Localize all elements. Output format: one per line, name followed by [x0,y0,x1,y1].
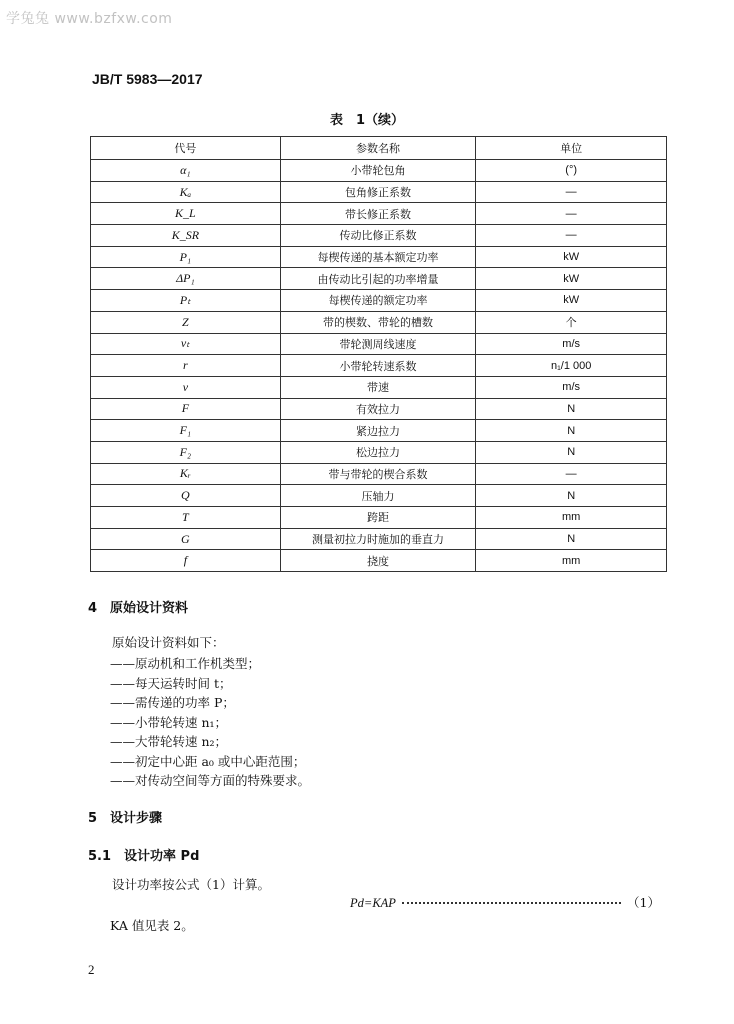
header-unit: 单位 [476,137,667,160]
symbol-cell: Q [91,485,281,507]
section-4-heading: 4 原始设计资料 [88,601,189,616]
table-row [91,398,667,420]
name-cell: 传动比修正系数 [280,225,476,247]
table-caption: 表 1（续） [329,113,405,128]
formula-leader-dots [402,902,621,904]
symbol-cell: P₁ [91,246,281,268]
unit-cell: m/s [476,376,667,398]
unit-cell: — [476,203,667,225]
formula-1 [350,893,660,911]
unit-cell: m/s [476,333,667,355]
list-item: ——初定中心距 a₀ 或中心距范围； [110,753,306,769]
table-row [91,550,667,572]
name-cell: 由传动比引起的功率增量 [280,268,476,290]
unit-cell: kW [476,268,667,290]
section-5-heading: 5 设计步骤 [88,811,163,826]
header-name: 参数名称 [280,137,476,160]
symbol-cell: T [91,507,281,529]
table-row [91,376,667,398]
symbol-cell: K_SR [91,225,281,247]
unit-cell: N [476,398,667,420]
ka-note: KA 值见表 2。 [110,918,194,933]
table-row [91,203,667,225]
formula-number: （1） [627,895,660,910]
name-cell: 压轴力 [280,485,476,507]
name-cell: 小带轮包角 [280,160,476,182]
symbol-cell: f [91,550,281,572]
list-item: ——原动机和工作机类型； [110,656,261,671]
symbol-cell: vₜ [91,333,281,355]
unit-cell: N [476,420,667,442]
name-cell: 带与带轮的楔合系数 [280,463,476,485]
name-cell: 测量初拉力时施加的垂直力 [280,528,476,550]
name-cell: 包角修正系数 [280,181,476,203]
name-cell: 带长修正系数 [280,203,476,225]
table-row [91,160,667,182]
table-row [91,420,667,442]
document-number: JB/T 5983—2017 [92,71,203,87]
unit-cell: — [476,463,667,485]
parameter-table [90,136,667,572]
table-row [91,355,667,377]
table-row [91,485,667,507]
symbol-cell: Z [91,311,281,333]
table-row [91,507,667,529]
table-row [91,290,667,312]
table-row [91,181,667,203]
formula-expression: Pd=KAP [350,896,396,910]
table-header-row [91,137,667,160]
name-cell: 带速 [280,376,476,398]
unit-cell: n₁/1 000 [476,355,667,377]
symbol-cell: K_L [91,203,281,225]
name-cell: 每楔传递的基本额定功率 [280,246,476,268]
unit-cell: kW [476,246,667,268]
unit-cell: N [476,528,667,550]
name-cell: 挠度 [280,550,476,572]
list-item: ——每天运转时间 t； [110,675,232,691]
unit-cell: — [476,225,667,247]
unit-cell: N [476,485,667,507]
table-row [91,268,667,290]
watermark: 学兔兔 www.bzfxw.com [6,11,173,27]
symbol-cell: F [91,398,281,420]
section-5-1-text: 设计功率按公式（1）计算。 [112,877,270,892]
table-body [91,160,667,572]
table-row [91,441,667,463]
list-item: ——需传递的功率 P； [110,695,235,710]
name-cell: 带的楔数、带轮的槽数 [280,311,476,333]
table-row [91,311,667,333]
symbol-cell: v [91,376,281,398]
table-row [91,528,667,550]
symbol-cell: α₁ [91,160,281,182]
section-4-intro: 原始设计资料如下： [112,635,225,650]
table-row [91,333,667,355]
table-row [91,225,667,247]
name-cell: 有效拉力 [280,398,476,420]
unit-cell: — [476,181,667,203]
list-item: ——小带轮转速 n₁； [110,714,228,730]
symbol-cell: Kₐ [91,181,281,203]
list-item: ——对传动空间等方面的特殊要求。 [110,773,311,788]
symbol-cell: ΔP₁ [91,268,281,290]
unit-cell: N [476,441,667,463]
symbol-cell: r [91,355,281,377]
header-symbol: 代号 [91,137,281,160]
name-cell: 松边拉力 [280,441,476,463]
name-cell: 小带轮转速系数 [280,355,476,377]
name-cell: 跨距 [280,507,476,529]
unit-cell: (°) [476,160,667,182]
symbol-cell: F₁ [91,420,281,442]
unit-cell: kW [476,290,667,312]
name-cell: 带轮测周线速度 [280,333,476,355]
section-5-1-heading: 5.1 设计功率 Pd [88,849,200,864]
symbol-cell: Kᵣ [91,463,281,485]
unit-cell: mm [476,550,667,572]
name-cell: 紧边拉力 [280,420,476,442]
name-cell: 每楔传递的额定功率 [280,290,476,312]
table-row [91,463,667,485]
unit-cell: 个 [476,311,667,333]
page-number: 2 [88,962,95,977]
symbol-cell: F₂ [91,441,281,463]
unit-cell: mm [476,507,667,529]
table-row [91,246,667,268]
symbol-cell: Pₜ [91,290,281,312]
symbol-cell: G [91,528,281,550]
list-item: ——大带轮转速 n₂； [110,734,228,749]
